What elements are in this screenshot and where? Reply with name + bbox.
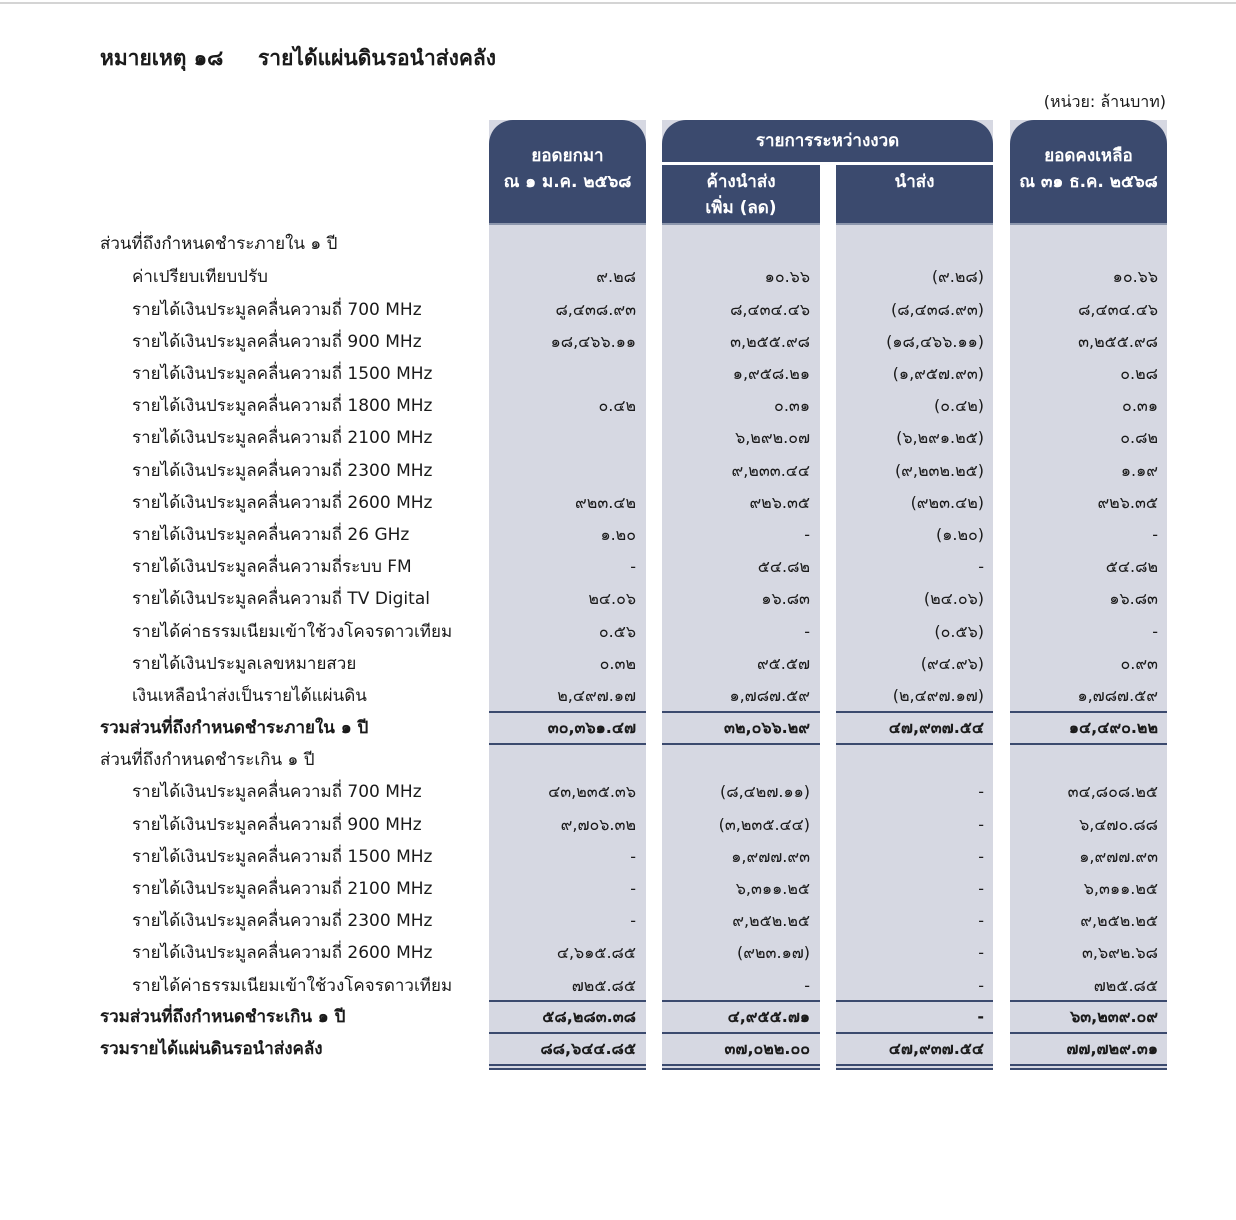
table-cell: ๙.๒๘ [596, 267, 636, 286]
table-cell: ๗๒๕.๘๕ [1093, 976, 1158, 995]
table-cell: (๙.๒๘) [931, 267, 984, 286]
table-cell: ๑.๒๐ [600, 525, 636, 544]
table-cell: ๙,๒๕๒.๒๕ [732, 911, 810, 930]
table-cell: ๑๖.๘๓ [761, 589, 810, 608]
table-cell: ๑๘,๔๖๖.๑๑ [550, 332, 636, 351]
table-cell: (๐.๕๖) [934, 622, 984, 641]
table-cell: ๓๒,๐๖๖.๒๙ [724, 718, 810, 737]
table-cell: (๒๔.๐๖) [923, 589, 984, 608]
total-label: รวมส่วนที่ถึงกำหนดชำระเกิน ๑ ปี [100, 1007, 346, 1027]
total-top-rule [662, 1000, 820, 1002]
top-divider [0, 2, 1236, 4]
header-opening-balance [489, 120, 646, 223]
table-cell: ๙๒๖.๓๕ [1097, 493, 1158, 512]
table-cell: (๙๒๓.๔๒) [910, 493, 984, 512]
row-label: รายได้เงินประมูลคลื่นความถี่ 2100 MHz [132, 428, 433, 448]
table-cell: ๑,๙๗๗.๙๓ [731, 847, 810, 866]
total-label: รวมรายได้แผ่นดินรอนำส่งคลัง [100, 1039, 323, 1059]
total-top-rule [836, 1000, 993, 1002]
table-cell: ๐.๒๘ [1120, 364, 1158, 383]
table-cell: ๓๗,๐๒๒.๐๐ [724, 1039, 810, 1058]
table-cell: ๒๔.๐๖ [588, 589, 636, 608]
table-cell: ๐.๘๒ [1120, 428, 1158, 447]
total-label: รวมส่วนที่ถึงกำหนดชำระภายใน ๑ ปี [100, 718, 369, 738]
table-cell: - [978, 976, 984, 995]
table-cell: - [977, 1007, 984, 1026]
row-label: รายได้เงินประมูลคลื่นความถี่ 1500 MHz [132, 364, 433, 384]
table-cell: ๓,๖๙๒.๖๘ [1081, 943, 1158, 962]
header-period-items: รายการระหว่างงวด [662, 120, 993, 162]
header-remitted [836, 165, 993, 223]
table-cell: ๙,๒๕๒.๒๕ [1080, 911, 1158, 930]
table-cell: (๙๒๓.๑๗) [737, 943, 810, 962]
row-label: รายได้เงินประมูลคลื่นความถี่ 1800 MHz [132, 396, 433, 416]
table-cell: ๒,๔๙๗.๑๗ [557, 686, 636, 705]
table-cell: (๘,๔๓๘.๙๓) [890, 300, 984, 319]
row-label: รายได้เงินประมูลคลื่นความถี่ 900 MHz [132, 332, 422, 352]
row-label: รายได้เงินประมูลคลื่นความถี่ 700 MHz [132, 300, 422, 320]
header-closing-line2: ณ ๓๑ ธ.ค. ๒๕๖๘ [1019, 172, 1158, 192]
total-top-rule [1010, 711, 1167, 713]
row-label: รายได้เงินประมูลคลื่นความถี่ 900 MHz [132, 815, 422, 835]
header-accrued [662, 165, 820, 223]
row-label: รายได้เงินประมูลคลื่นความถี่ 1500 MHz [132, 847, 433, 867]
table-cell: - [1152, 622, 1158, 641]
grand-total-double-rule [662, 1064, 820, 1066]
total-top-rule [1010, 1000, 1167, 1002]
header-underline [662, 223, 820, 225]
table-cell: - [978, 782, 984, 801]
row-label: รายได้เงินประมูลคลื่นความถี่ TV Digital [132, 589, 430, 609]
row-label: รายได้เงินประมูลคลื่นความถี่ 2600 MHz [132, 493, 433, 513]
table-cell: - [978, 557, 984, 576]
table-cell: (๐.๔๒) [934, 396, 984, 415]
table-cell: ๐.๙๓ [1120, 654, 1158, 673]
table-cell: ๖๓,๒๓๙.๐๙ [1070, 1007, 1158, 1026]
table-cell: (๑,๙๕๗.๙๓) [892, 364, 984, 383]
table-cell: ๘๘,๖๔๔.๘๕ [540, 1039, 636, 1058]
table-cell: ๑๐.๖๖ [764, 267, 810, 286]
header-opening-line2: ณ ๑ ม.ค. ๒๕๖๘ [503, 172, 632, 192]
table-cell: - [630, 911, 636, 930]
table-cell: - [804, 622, 810, 641]
total-top-rule [489, 711, 646, 713]
total-top-rule [1010, 1032, 1167, 1034]
table-cell: (๙๔.๙๖) [920, 654, 984, 673]
table-cell: - [804, 525, 810, 544]
table-cell: - [978, 911, 984, 930]
table-cell: (๑.๒๐) [935, 525, 984, 544]
table-cell: ๙,๒๓๓.๔๔ [731, 461, 810, 480]
table-cell: ๔,๖๑๕.๘๕ [556, 943, 636, 962]
table-cell: ๑๔,๔๙๐.๒๒ [1068, 718, 1158, 737]
table-cell: ๐.๓๑ [774, 396, 810, 415]
section-label: ส่วนที่ถึงกำหนดชำระภายใน ๑ ปี [100, 234, 338, 254]
table-cell: - [978, 879, 984, 898]
table-cell: ๑.๑๙ [1120, 461, 1158, 480]
row-label: ค่าเปรียบเทียบปรับ [132, 267, 268, 287]
row-label: รายได้เงินประมูลคลื่นความถี่ 2300 MHz [132, 911, 433, 931]
table-cell: ๖,๓๑๑.๒๕ [1083, 879, 1158, 898]
row-label: รายได้เงินประมูลคลื่นความถี่ 700 MHz [132, 782, 422, 802]
total-bottom-rule [836, 743, 993, 745]
table-cell: - [630, 879, 636, 898]
table-cell: - [978, 815, 984, 834]
table-cell: ๑,๙๕๘.๒๑ [732, 364, 810, 383]
header-underline [836, 223, 993, 225]
table-cell: ๑,๗๘๗.๕๙ [729, 686, 810, 705]
row-label: รายได้ค่าธรรมเนียมเข้าใช้วงโคจรดาวเทียม [132, 622, 453, 642]
table-cell: (๓,๒๓๕.๔๔) [718, 815, 810, 834]
table-cell: ๔๗,๙๓๗.๕๔ [888, 1039, 984, 1058]
table-cell: ๕๔.๘๒ [1105, 557, 1158, 576]
table-cell: ๗๗,๗๒๙.๓๑ [1066, 1039, 1158, 1058]
table-cell: ๔๓,๒๓๕.๓๖ [548, 782, 636, 801]
table-cell: - [1152, 525, 1158, 544]
table-cell: ๑,๙๗๗.๙๓ [1079, 847, 1158, 866]
table-cell: ๓,๒๕๕.๙๘ [1078, 332, 1158, 351]
row-label: รายได้เงินประมูลเลขหมายสวย [132, 654, 357, 674]
table-cell: ๓๔,๘๐๘.๒๕ [1067, 782, 1158, 801]
total-top-rule [489, 1032, 646, 1034]
table-cell: ๔,๙๕๕.๗๑ [727, 1007, 810, 1026]
table-cell: (๖,๒๙๑.๒๕) [896, 428, 984, 447]
table-cell: ๓๐,๓๖๑.๔๗ [547, 718, 636, 737]
table-cell: ๖,๒๙๒.๐๗ [735, 428, 810, 447]
header-underline [1010, 223, 1167, 225]
note-heading [100, 42, 496, 75]
table-cell: ๙๒๖.๓๕ [749, 493, 810, 512]
note-number: หมายเหตุ ๑๘ [100, 46, 224, 70]
header-closing-balance [1010, 120, 1167, 223]
total-bottom-rule [1010, 743, 1167, 745]
total-top-rule [836, 1032, 993, 1034]
table-cell: - [630, 557, 636, 576]
header-remitted-line1: นำส่ง [894, 172, 935, 192]
table-cell: ๕๔.๘๒ [757, 557, 810, 576]
table-cell: ๑๖.๘๓ [1109, 589, 1158, 608]
total-top-rule [489, 1000, 646, 1002]
table-cell: (๑๘,๔๖๖.๑๑) [886, 332, 984, 351]
header-opening-line1: ยอดยกมา [531, 146, 604, 166]
total-top-rule [662, 1032, 820, 1034]
table-cell: - [978, 847, 984, 866]
table-cell: ๘,๔๓๔.๔๖ [730, 300, 810, 319]
table-cell: ๘,๔๓๘.๙๓ [555, 300, 636, 319]
header-accrued-line1: ค้างนำส่ง [706, 172, 776, 192]
header-underline [489, 223, 646, 225]
table-cell: ๕๘,๒๘๓.๓๘ [542, 1007, 636, 1026]
table-cell: ๘,๔๓๔.๔๖ [1078, 300, 1158, 319]
section-label: ส่วนที่ถึงกำหนดชำระเกิน ๑ ปี [100, 750, 315, 770]
table-cell: ๖,๔๗๐.๘๘ [1079, 815, 1158, 834]
table-cell: ๖,๓๑๑.๒๕ [735, 879, 810, 898]
unit-label: (หน่วย: ล้านบาท) [1043, 92, 1166, 111]
row-label: รายได้เงินประมูลคลื่นความถี่ 2600 MHz [132, 943, 433, 963]
row-label: เงินเหลือนำส่งเป็นรายได้แผ่นดิน [132, 686, 367, 706]
table-cell: (๒,๔๙๗.๑๗) [892, 686, 984, 705]
table-cell: - [804, 976, 810, 995]
table-cell: ๙,๗๐๖.๓๒ [560, 815, 636, 834]
table-cell: ๐.๓๑ [1122, 396, 1158, 415]
total-top-rule [836, 711, 993, 713]
note-title: รายได้แผ่นดินรอนำส่งคลัง [258, 46, 497, 70]
grand-total-double-rule [489, 1064, 646, 1066]
total-bottom-rule [662, 743, 820, 745]
header-accrued-line2: เพิ่ม (ลด) [705, 198, 777, 218]
table-cell: ๗๒๕.๘๕ [571, 976, 636, 995]
table-cell: ๐.๔๒ [598, 396, 636, 415]
row-label: รายได้เงินประมูลคลื่นความถี่ระบบ FM [132, 557, 412, 577]
row-label: รายได้เงินประมูลคลื่นความถี่ 2100 MHz [132, 879, 433, 899]
table-cell: ๑,๗๘๗.๕๙ [1077, 686, 1158, 705]
table-cell: ๐.๕๖ [598, 622, 636, 641]
row-label: รายได้เงินประมูลคลื่นความถี่ 2300 MHz [132, 461, 433, 481]
table-cell: (๙,๒๓๒.๒๕) [894, 461, 984, 480]
table-cell: ๐.๓๒ [599, 654, 636, 673]
header-closing-line1: ยอดคงเหลือ [1044, 146, 1133, 166]
table-cell: ๑๐.๖๖ [1112, 267, 1158, 286]
row-label: รายได้เงินประมูลคลื่นความถี่ 26 GHz [132, 525, 410, 545]
table-cell: - [978, 943, 984, 962]
total-top-rule [662, 711, 820, 713]
table-cell: - [630, 847, 636, 866]
grand-total-double-rule [836, 1064, 993, 1066]
table-cell: (๘,๔๒๗.๑๑) [720, 782, 810, 801]
total-bottom-rule [489, 743, 646, 745]
table-cell: ๓,๒๕๕.๙๘ [730, 332, 810, 351]
table-cell: ๙๒๓.๔๒ [575, 493, 636, 512]
table-cell: ๔๗,๙๓๗.๕๔ [888, 718, 984, 737]
row-label: รายได้ค่าธรรมเนียมเข้าใช้วงโคจรดาวเทียม [132, 976, 453, 996]
table-cell: ๙๕.๕๗ [756, 654, 810, 673]
grand-total-double-rule [1010, 1064, 1167, 1066]
